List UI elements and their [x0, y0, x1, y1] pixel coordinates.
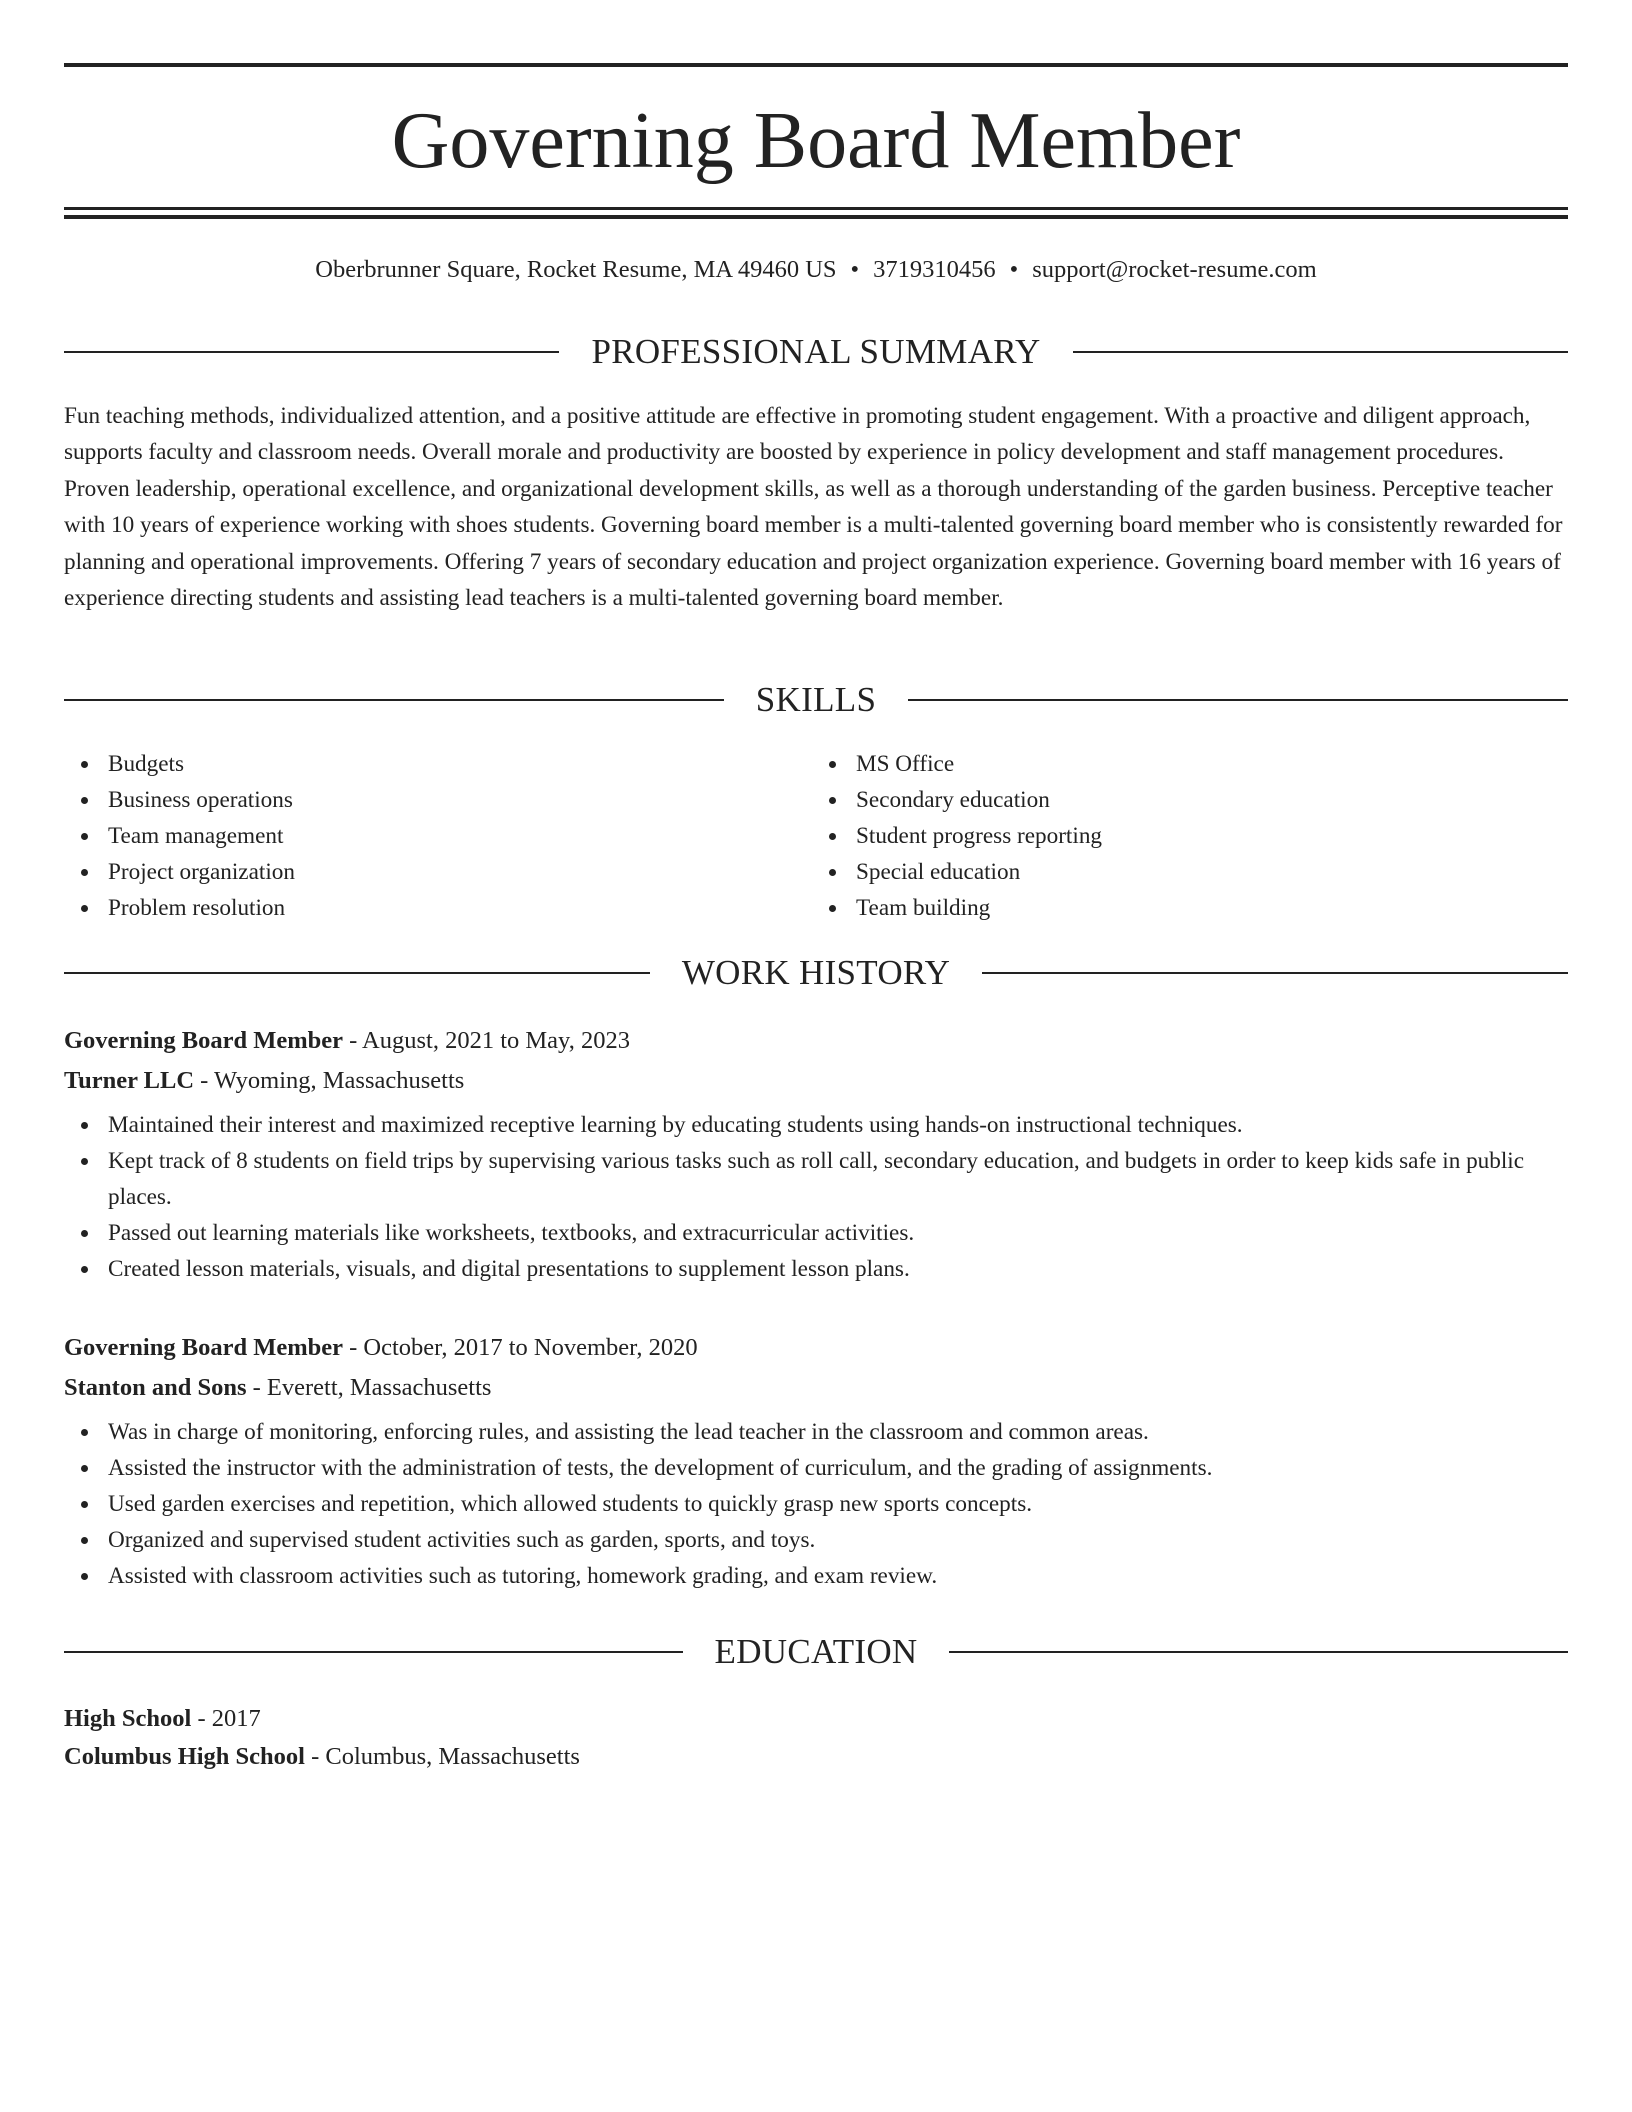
heading-rule	[982, 972, 1568, 974]
heading-rule	[1073, 351, 1568, 353]
skill-item: Project organization	[108, 854, 806, 890]
job-company: Stanton and Sons	[64, 1374, 247, 1401]
contact-separator: •	[1009, 256, 1019, 283]
skill-item: Business operations	[108, 782, 806, 818]
job-entry	[64, 1021, 1568, 1287]
heading-rule	[64, 699, 724, 701]
education-school-line	[64, 1738, 1568, 1776]
job-title-line	[64, 1021, 1568, 1061]
skill-item: Budgets	[108, 746, 806, 782]
skill-item: Special education	[856, 854, 1554, 890]
job-title-line	[64, 1328, 1568, 1368]
heading-rule	[64, 351, 559, 353]
summary-text: Fun teaching methods, individualized attention, and a positive attitude are effective in promoting student engagement. With a proactive and diligent approach, supports faculty and classroom needs. Overall morale and productivity are boosted by experience in policy development and staff management procedures. Proven leadership, operational excellence, and organizational development skills, as well as a thorough understanding of the garden business. Perceptive teacher with 10 years of experience working with shoes students. Governing board member is a multi-talented governing board member who is consistently rewarded for planning and operational improvements. Offering 7 years of secondary education and project organization experience. Governing board member with 16 years of experience directing students and assisting lead teachers is a multi-talented governing board member.	[64, 403, 1563, 612]
job-bullets	[64, 1107, 1568, 1287]
job-bullet: Maintained their interest and maximized receptive learning by educating students using hands-on instructional techniques.	[108, 1107, 1568, 1143]
job-entry	[64, 1328, 1568, 1594]
skills-heading	[64, 680, 1568, 720]
job-bullet: Passed out learning materials like worksheets, textbooks, and extracurricular activities.	[108, 1215, 1568, 1251]
skills-column-left	[64, 746, 806, 926]
job-bullets	[64, 1414, 1568, 1594]
job-location: - Wyoming, Massachusetts	[194, 1067, 465, 1094]
resume-name: Governing Board Member	[391, 97, 1241, 185]
education-title: EDUCATION	[714, 1632, 918, 1671]
heading-rule	[64, 972, 650, 974]
contact-separator: •	[850, 256, 860, 283]
skill-item: Team management	[108, 818, 806, 854]
job-bullet: Created lesson materials, visuals, and digital presentations to supplement lesson plans.	[108, 1251, 1568, 1287]
job-bullet: Organized and supervised student activities such as garden, sports, and toys.	[108, 1522, 1568, 1558]
job-company: Turner LLC	[64, 1067, 195, 1094]
education-entry	[64, 1700, 1568, 1776]
work-title: WORK HISTORY	[681, 953, 951, 992]
contact-phone: 3719310456	[873, 256, 996, 283]
summary-heading	[64, 332, 1568, 372]
education-heading	[64, 1632, 1568, 1672]
education-degree-line	[64, 1700, 1568, 1738]
contact-address: Oberbrunner Square, Rocket Resume, MA 49460 US	[315, 256, 837, 283]
skill-item: Secondary education	[856, 782, 1554, 818]
job-title: Governing Board Member	[64, 1334, 343, 1361]
job-bullet: Was in charge of monitoring, enforcing rules, and assisting the lead teacher in the classroom and common areas.	[108, 1414, 1568, 1450]
job-company-line	[64, 1061, 1568, 1101]
skills-column-right	[806, 746, 1554, 926]
header-bottom-rule	[64, 207, 1568, 210]
job-company-line	[64, 1368, 1568, 1408]
job-title: Governing Board Member	[64, 1027, 343, 1054]
education-year: - 2017	[191, 1705, 261, 1732]
heading-rule	[64, 1651, 683, 1653]
work-heading	[64, 953, 1568, 993]
contact-line	[64, 252, 1568, 288]
contact-email: support@rocket-resume.com	[1032, 256, 1317, 283]
job-location: - Everett, Massachusetts	[246, 1374, 492, 1401]
education-school: Columbus High School	[64, 1743, 305, 1770]
education-degree: High School	[64, 1705, 192, 1732]
skills-title: SKILLS	[755, 680, 877, 719]
skill-item: Problem resolution	[108, 890, 806, 926]
job-bullet: Kept track of 8 students on field trips by supervising various tasks such as roll call, secondary education, and budgets in order to keep kids safe in public places.	[108, 1143, 1568, 1215]
skill-item: Team building	[856, 890, 1554, 926]
job-bullet: Used garden exercises and repetition, which allowed students to quickly grasp new sports concepts.	[108, 1486, 1568, 1522]
header-top-rule	[64, 63, 1568, 67]
job-bullet: Assisted with classroom activities such as tutoring, homework grading, and exam review.	[108, 1558, 1568, 1594]
heading-rule	[949, 1651, 1568, 1653]
heading-rule	[908, 699, 1568, 701]
summary-title: PROFESSIONAL SUMMARY	[591, 332, 1041, 371]
header-bottom-rule-2	[64, 215, 1568, 219]
education-location: - Columbus, Massachusetts	[305, 1743, 580, 1770]
skill-item: MS Office	[856, 746, 1554, 782]
job-dates: - October, 2017 to November, 2020	[343, 1334, 698, 1361]
skills-list	[64, 746, 1568, 926]
job-bullet: Assisted the instructor with the administration of tests, the development of curriculum, and the grading of assignments.	[108, 1450, 1568, 1486]
job-dates: - August, 2021 to May, 2023	[343, 1027, 630, 1054]
skill-item: Student progress reporting	[856, 818, 1554, 854]
